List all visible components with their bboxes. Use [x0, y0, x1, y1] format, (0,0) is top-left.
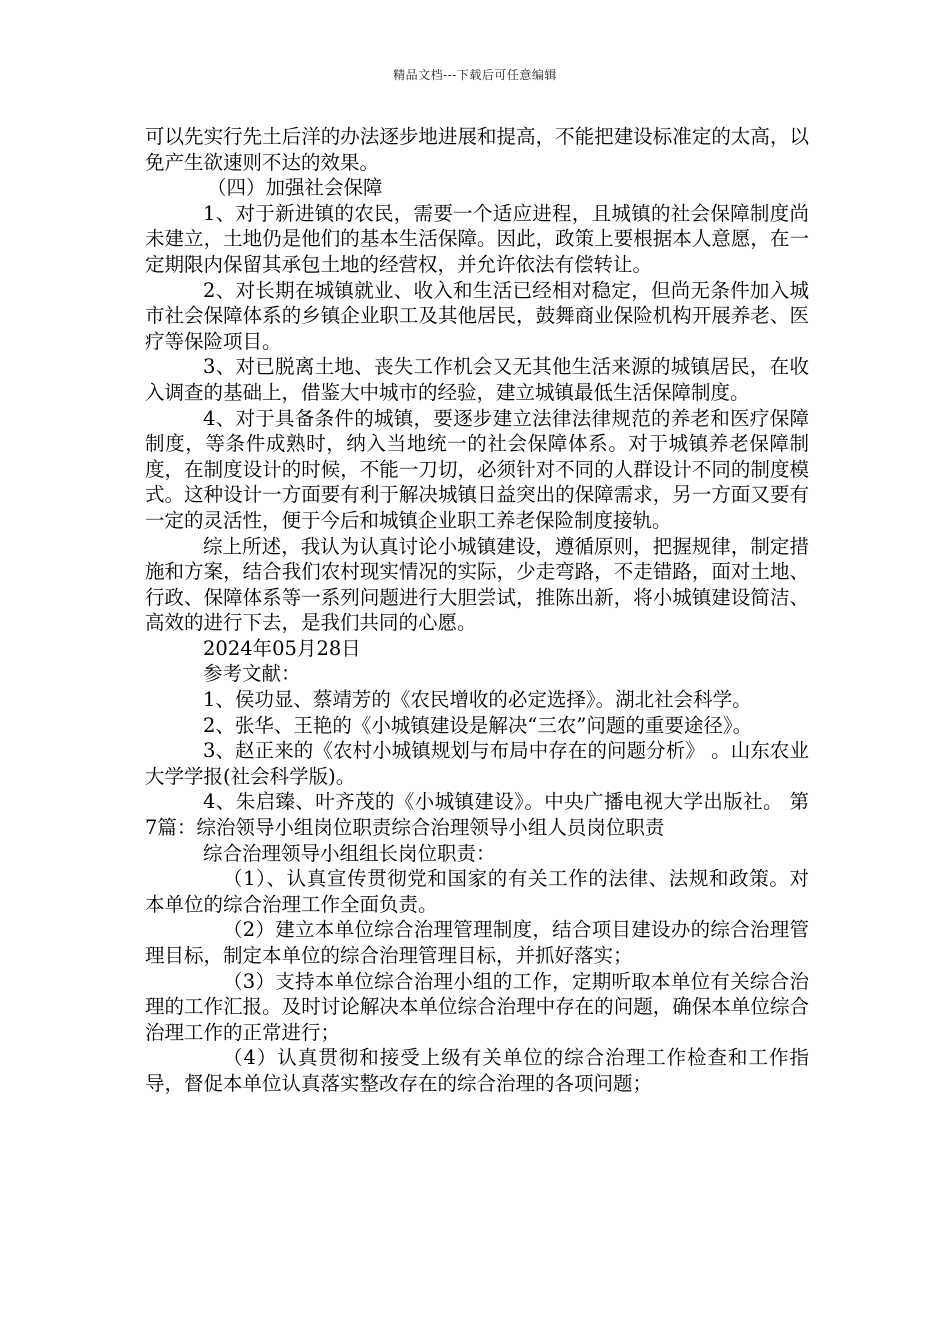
- duty-item: （4）认真贯彻和接受上级有关单位的综合治理工作检查和工作指导，督促本单位认真落实整改存在的综合治理的各项问题；: [145, 1046, 809, 1095]
- paragraph: 可以先实行先土后洋的办法逐步地进展和提高，不能把建设标准定的太高，以免产生欲速则不达的效果。: [145, 125, 809, 174]
- duty-item: （1）、认真宣传贯彻党和国家的有关工作的法律、法规和政策。对本单位的综合治理工作全面负责。: [145, 867, 809, 916]
- section-heading: （四）加强社会保障: [207, 176, 383, 200]
- paragraph: 综上所述，我认为认真讨论小城镇建设，遵循原则，把握规律，制定措施和方案，结合我们农村现实情况的实际，少走弯路，不走错路，面对土地、行政、保障体系等一系列问题进行大胆尝试，推陈出新，将小城镇建设简洁、高效的进行下去，是我们共同的心愿。: [145, 534, 809, 635]
- paragraph: 2、对长期在城镇就业、收入和生活已经相对稳定，但尚无条件加入城市社会保障体系的乡镇企业职工及其他居民，鼓舞商业保险机构开展养老、医疗等保险项目。: [145, 278, 809, 353]
- reference-item: 3、赵正来的《农村小城镇规划与布局中存在的问题分析》 。山东农业大学学报(社会科学版)。: [145, 739, 809, 788]
- paragraph: 1、对于新进镇的农民，需要一个适应进程，且城镇的社会保障制度尚未建立，土地仍是他们的基本生活保障。因此，政策上要根据本人意愿，在一定期限内保留其承包土地的经营权，并允许依法有偿转让。: [145, 201, 809, 276]
- duty-item: （2）建立本单位综合治理管理制度，结合项目建设办的综合治理管理目标，制定本单位的综合治理管理目标，并抓好落实；: [145, 918, 809, 967]
- paragraph: 4、对于具备条件的城镇，要逐步建立法律法律规范的养老和医疗保障制度，等条件成熟时，纳入当地统一的社会保障体系。对于城镇养老保障制度，在制度设计的时候，不能一刀切，必须针对不同的人群设计不同的制度模式。这种设计一方面要有利于解决城镇日益突出的保障需求，另一方面又要有一定的灵活性，便于今后和城镇企业职工养老保险制度接轨。: [145, 406, 809, 532]
- references-heading: 参考文献：: [203, 662, 301, 686]
- reference-item: 1、侯功显、蔡靖芳的《农民增收的必定选择》。湖北社会科学。: [203, 688, 752, 712]
- duty-item: （3）支持本单位综合治理小组的工作，定期听取本单位有关综合治理的工作汇报。及时讨论解决本单位综合治理中存在的问题，确保本单位综合治理工作的正常进行；: [145, 969, 809, 1044]
- reference-item: 4、朱启臻、叶齐茂的《小城镇建设》。中央广播电视大学出版社。 第7篇：综治领导小组岗位职责综合治理领导小组人员岗位职责: [145, 790, 809, 840]
- reference-item: 2、张华、王艳的《小城镇建设是解决“三农”问题的重要途径》。: [203, 713, 753, 737]
- document-body: [145, 124, 809, 1097]
- date-line: 2024年05月28日: [203, 636, 361, 660]
- page-header: 精品文档---下载后可任意编辑: [393, 68, 557, 82]
- paragraph: 3、对已脱离土地、丧失工作机会又无其他生活来源的城镇居民，在收入调查的基础上，借鉴大中城市的经验，建立城镇最低生活保障制度。: [145, 355, 809, 404]
- section-heading: 综合治理领导小组组长岗位职责：: [203, 841, 496, 865]
